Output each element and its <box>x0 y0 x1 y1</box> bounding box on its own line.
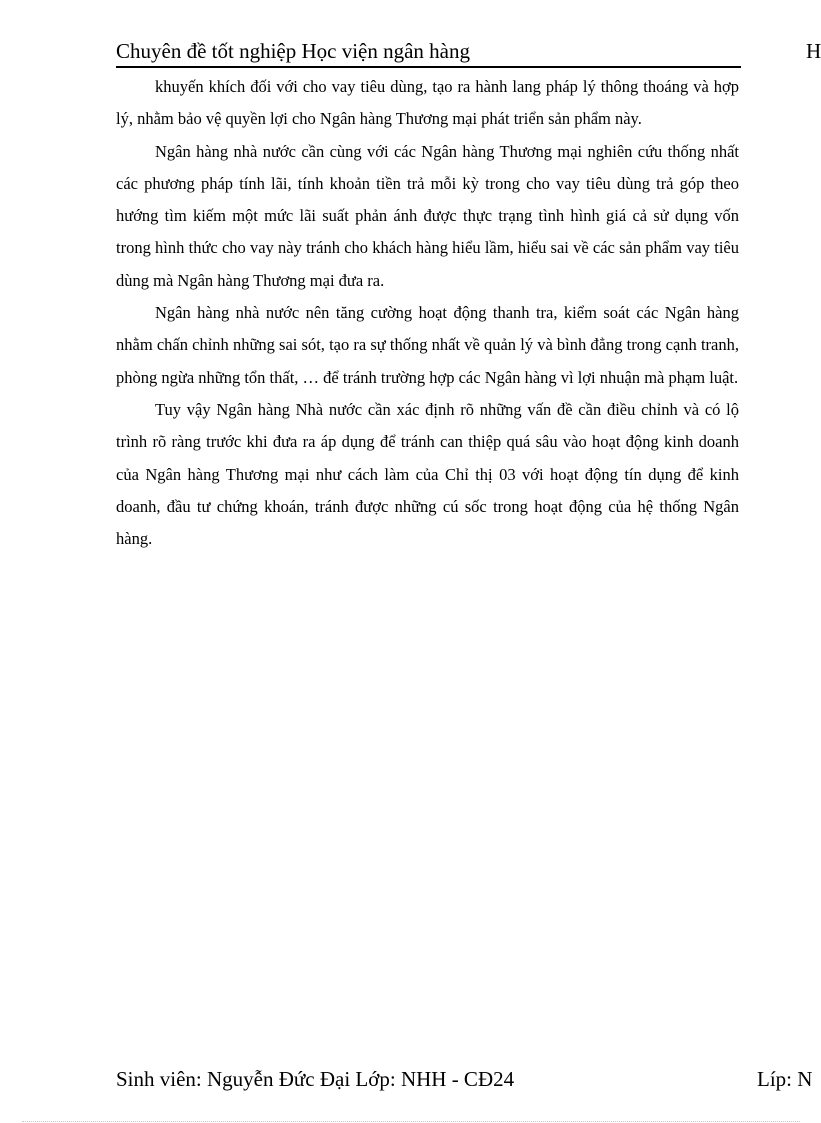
running-footer-right-fragment: Líp: N <box>757 1067 813 1091</box>
paragraph-inspection: Ngân hàng nhà nước nên tăng cường hoạt động thanh tra, kiểm soát các Ngân hàng nhằm chấn chỉnh những sai sót, tạo ra sự thống nhất về quản lý và bình đẳng trong cạnh tranh, phòng ngừa những tổn thất, … để tránh trường hợp các Ngân hàng vì lợi nhuận mà phạm luật. <box>116 303 739 387</box>
paragraph-roadmap: Tuy vậy Ngân hàng Nhà nước cần xác định rõ những vấn đề cần điều chỉnh và có lộ trình rõ ràng trước khi đưa ra áp dụng để tránh can thiệp quá sâu vào hoạt động kinh doanh của Ngân hàng Thương mại như cách làm của Chỉ thị 03 với hoạt động tín dụng để kinh doanh, đầu tư chứng khoán, tránh được những cú sốc trong hoạt động của hệ thống Ngân hàng. <box>116 399 739 549</box>
paragraph-continuation: khuyến khích đối với cho vay tiêu dùng, tạo ra hành lang pháp lý thông thoáng và hợp lý, nhằm bảo vệ quyền lợi cho Ngân hàng Thương mại phát triển sản phẩm này. <box>116 77 739 129</box>
page-bottom-edge <box>22 1121 800 1122</box>
paragraph-interest-calculation: Ngân hàng nhà nước cần cùng với các Ngân hàng Thương mại nghiên cứu thống nhất các phương pháp tính lãi, tính khoản tiền trả mỗi kỳ trong cho vay tiêu dùng trả góp theo hướng tìm kiếm một mức lãi suất phản ánh được thực trạng tình hình giá cả sử dụng vốn trong hình thức cho vay này tránh cho khách hàng hiểu lầm, hiểu sai về các sản phẩm vay tiêu dùng mà Ngân hàng Thương mại đưa ra. <box>116 141 739 290</box>
running-header-title: Chuyên đề tốt nghiệp Học viện ngân hàng <box>116 39 471 63</box>
header-divider <box>116 66 741 68</box>
running-header-right-fragment: H <box>806 39 821 63</box>
document-body <box>116 71 739 555</box>
running-footer-student: Sinh viên: Nguyễn Đức Đại Lớp: NHH - CĐ24 <box>116 1067 515 1091</box>
